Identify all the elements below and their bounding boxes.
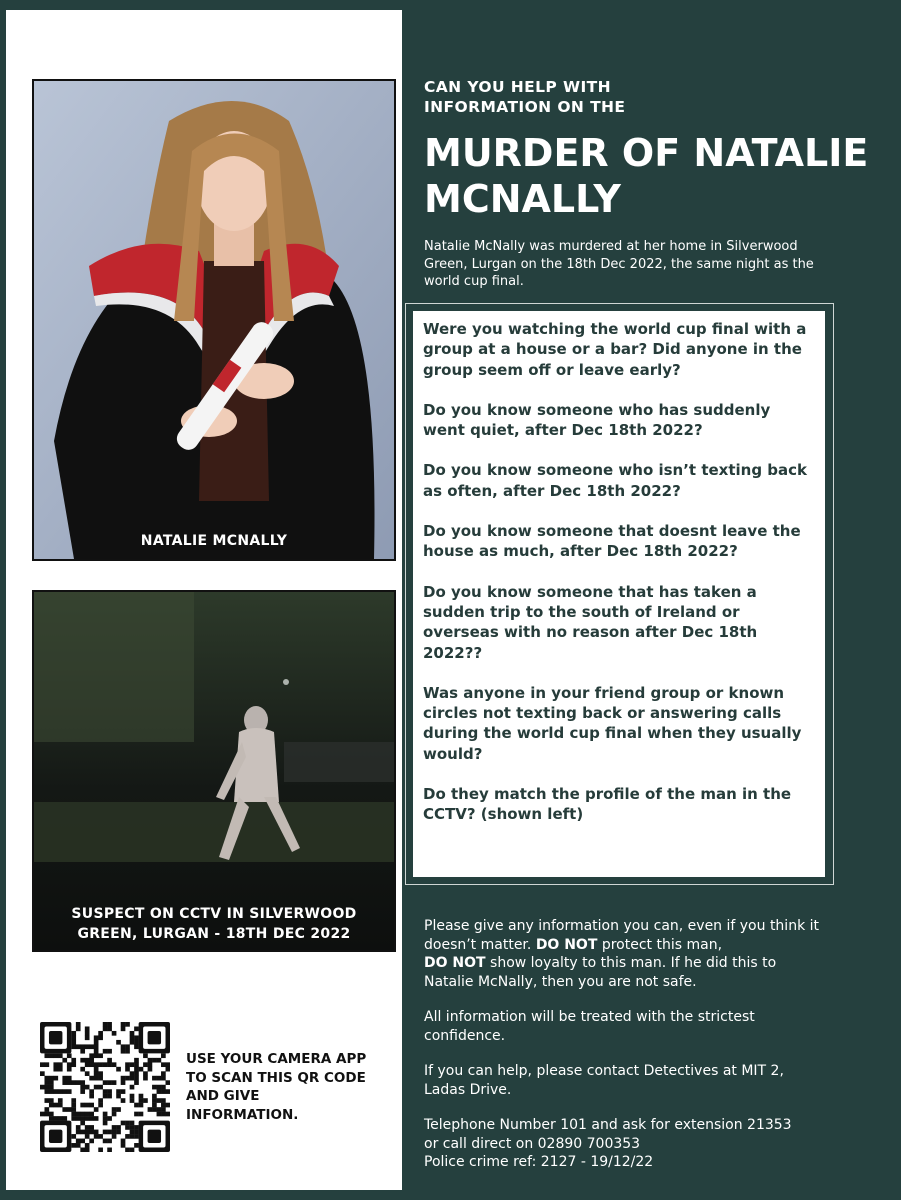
victim-photo bbox=[32, 79, 396, 561]
appeal-section bbox=[424, 917, 824, 1189]
cctv-still bbox=[32, 590, 396, 952]
qr-code-icon bbox=[40, 1022, 170, 1152]
appeal-text: protect this man, bbox=[601, 936, 723, 953]
question-item: Was anyone in your friend group or known circles not texting back or answering calls during the world cup final when they usually would? bbox=[423, 683, 802, 763]
question-item: Do you know someone that has taken a sudden trip to the south of Ireland or overseas with no reason after Dec 18th 2022?? bbox=[423, 582, 758, 662]
cctv-suspect-image bbox=[34, 592, 394, 950]
emphasis-text: DO NOT bbox=[535, 936, 598, 953]
contact-details bbox=[424, 1116, 824, 1172]
question-item: Do you know someone who has suddenly went quiet, after Dec 18th 2022? bbox=[423, 400, 771, 440]
intro-text: CAN YOU HELP WITH INFORMATION ON THE bbox=[424, 78, 626, 116]
question-item: Were you watching the world cup final with a group at a house or a bar? Did anyone in the group seem off or leave early? bbox=[423, 320, 807, 379]
direct-phone-line: or call direct on 02890 700353 bbox=[424, 1135, 641, 1152]
emphasis-text: DO NOT bbox=[424, 955, 486, 971]
victim-name-caption: NATALIE MCNALLY bbox=[140, 533, 288, 549]
qr-instructions: USE YOUR CAMERA APP TO SCAN THIS QR CODE AND GIVE INFORMATION. bbox=[186, 1051, 367, 1123]
cctv-caption: SUSPECT ON CCTV IN SILVERWOOD GREEN, LURGAN - 18TH DEC 2022 bbox=[71, 906, 357, 942]
appeal-text: Please give any information you can, even if you think it doesn’t matter. bbox=[424, 918, 820, 953]
contact-detectives: If you can help, please contact Detectives at MIT 2, Ladas Drive. bbox=[424, 1063, 784, 1098]
question-item: Do you know someone that doesnt leave the house as much, after Dec 18th 2022? bbox=[423, 522, 801, 561]
graduation-portrait-image bbox=[34, 81, 394, 559]
case-summary: Natalie McNally was murdered at her home in Silverwood Green, Lurgan on the 18th Dec 2022, the same night as the world cup final. bbox=[424, 239, 814, 289]
confidentiality-note: All information will be treated with the strictest confidence. bbox=[424, 1009, 755, 1044]
crime-reference: Police crime ref: 2127 - 19/12/22 bbox=[424, 1154, 654, 1170]
headline: MURDER OF NATALIE MCNALLY bbox=[424, 131, 869, 221]
questions-box bbox=[413, 311, 825, 877]
question-item: Do they match the profile of the man in the CCTV? (shown left) bbox=[423, 785, 792, 824]
qr-code[interactable] bbox=[40, 1022, 170, 1152]
appeal-text: show loyalty to this man. If he did this to Natalie McNally, then you are not safe. bbox=[424, 955, 777, 990]
appeal-paragraph bbox=[424, 917, 824, 991]
question-item: Do you know someone who isn’t texting back as often, after Dec 18th 2022? bbox=[423, 461, 808, 500]
telephone-line: Telephone Number 101 and ask for extension 21353 bbox=[424, 1117, 792, 1133]
